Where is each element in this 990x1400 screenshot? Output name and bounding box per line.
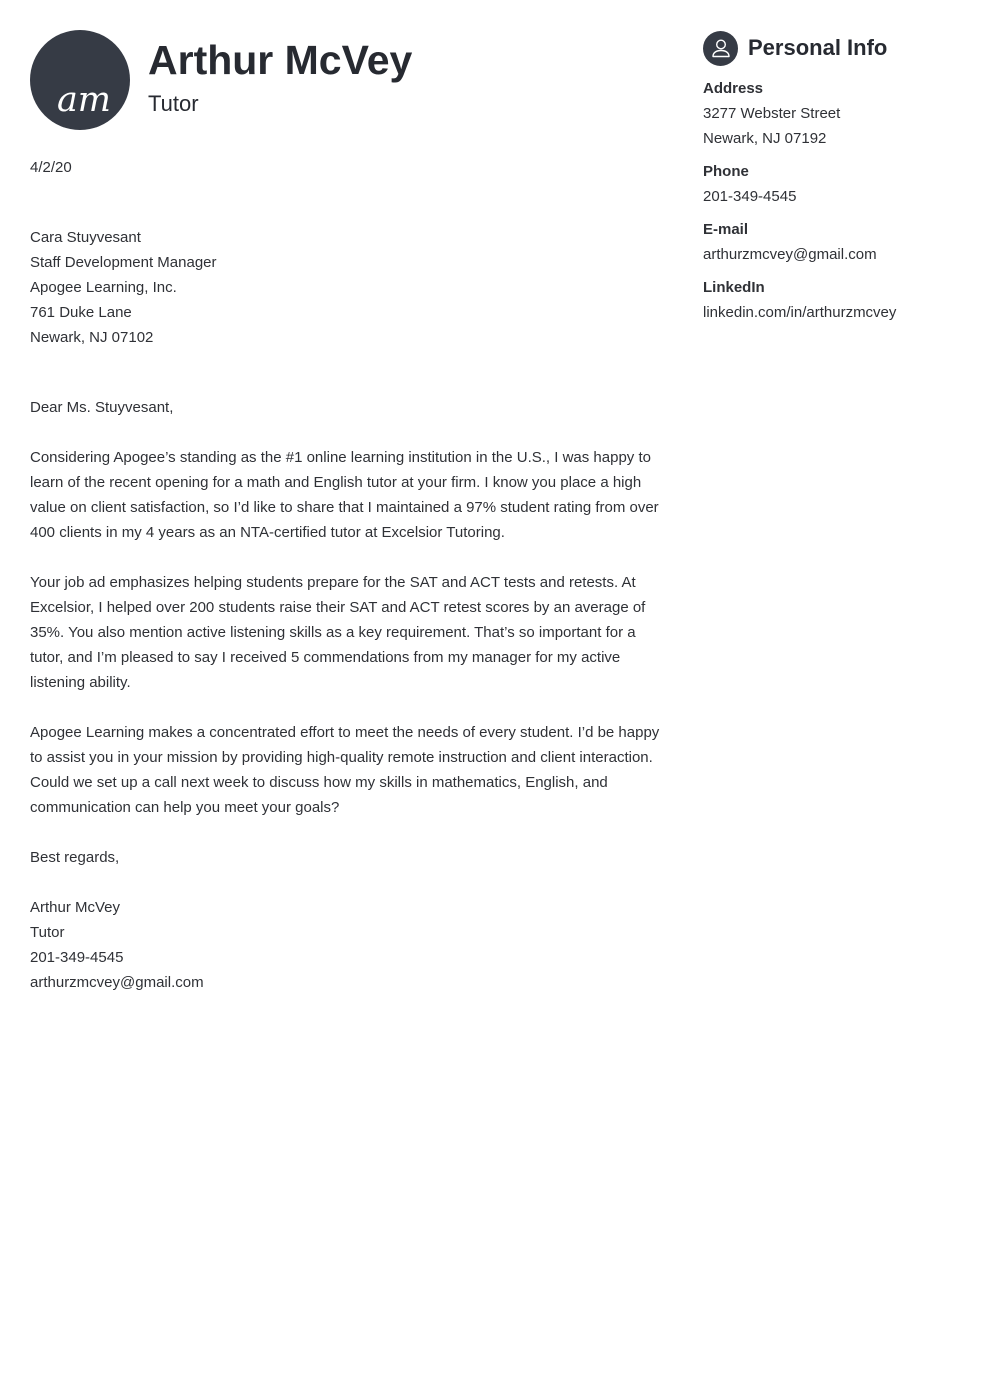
email-value: arthurzmcvey@gmail.com xyxy=(703,246,877,263)
email-group xyxy=(703,217,963,267)
signature-name: Arthur McVey xyxy=(30,899,121,916)
linkedin-group xyxy=(703,275,963,325)
recipient-city: Newark, NJ 07102 xyxy=(30,329,154,346)
personal-info-sidebar xyxy=(703,30,963,325)
paragraph-line: Excelsior, I helped over 200 students raise their SAT and ACT retest scores by an average of xyxy=(30,599,646,616)
address-line-2: Newark, NJ 07192 xyxy=(703,130,827,147)
recipient-company: Apogee Learning, Inc. xyxy=(30,279,177,296)
paragraph-line: learn of the recent opening for a math and English tutor at your firm. I know you place a high xyxy=(30,474,642,491)
address-line-1: 3277 Webster Street xyxy=(703,105,841,122)
paragraph-line: Considering Apogee’s standing as the #1 online learning institution in the U.S., I was happy to xyxy=(30,449,651,466)
monogram-text: am xyxy=(56,80,111,120)
recipient-name: Cara Stuyvesant xyxy=(30,229,141,246)
paragraph-line: Your job ad emphasizes helping students prepare for the SAT and ACT tests and retests. At xyxy=(30,574,636,591)
signature-title: Tutor xyxy=(30,924,65,941)
address-group xyxy=(703,76,963,151)
body-paragraph-3 xyxy=(30,720,670,820)
body-paragraph-2 xyxy=(30,570,670,695)
monogram-avatar xyxy=(30,30,130,130)
signature-email: arthurzmcvey@gmail.com xyxy=(30,974,204,991)
recipient-street: 761 Duke Lane xyxy=(30,304,132,321)
paragraph-line: Could we set up a call next week to discuss how my skills in mathematics, English, and xyxy=(30,774,608,791)
phone-group xyxy=(703,159,963,209)
paragraph-line: communication can help you meet your goals? xyxy=(30,799,340,816)
letter-header xyxy=(30,30,670,130)
linkedin-label: LinkedIn xyxy=(703,279,765,296)
phone-label: Phone xyxy=(703,163,749,180)
phone-value: 201-349-4545 xyxy=(703,188,797,205)
linkedin-value: linkedin.com/in/arthurzmcvey xyxy=(703,304,897,321)
name-block xyxy=(148,30,412,115)
paragraph-line: to assist you in your mission by providing high-quality remote instruction and client interaction. xyxy=(30,749,653,766)
closing: Best regards, xyxy=(30,849,120,866)
letter-date: 4/2/20 xyxy=(30,159,72,176)
address-label: Address xyxy=(703,80,764,97)
salutation: Dear Ms. Stuyvesant, xyxy=(30,399,174,416)
paragraph-line: value on client satisfaction, so I’d like to share that I maintained a 97% student rating from over xyxy=(30,499,659,516)
sender-title: Tutor xyxy=(148,91,199,116)
personal-info-header xyxy=(703,30,963,66)
paragraph-line: tutor, and I’m pleased to say I received 5 commendations from my manager for my active xyxy=(30,649,621,666)
paragraph-line: listening ability. xyxy=(30,674,131,691)
paragraph-line: 400 clients in my 4 years as an NTA-certified tutor at Excelsior Tutoring. xyxy=(30,524,505,541)
sender-name: Arthur McVey xyxy=(148,37,413,83)
paragraph-line: 35%. You also mention active listening skills as a key requirement. That’s so important for a xyxy=(30,624,636,641)
recipient-title: Staff Development Manager xyxy=(30,254,217,271)
signature-block xyxy=(30,895,670,995)
letter-main xyxy=(30,30,670,995)
email-label: E-mail xyxy=(703,221,749,238)
body-paragraph-1 xyxy=(30,445,670,545)
recipient-block xyxy=(30,225,670,350)
signature-phone: 201-349-4545 xyxy=(30,949,124,966)
paragraph-line: Apogee Learning makes a concentrated effort to meet the needs of every student. I’d be happy xyxy=(30,724,660,741)
person-icon xyxy=(703,31,738,66)
personal-info-title: Personal Info xyxy=(748,35,888,60)
